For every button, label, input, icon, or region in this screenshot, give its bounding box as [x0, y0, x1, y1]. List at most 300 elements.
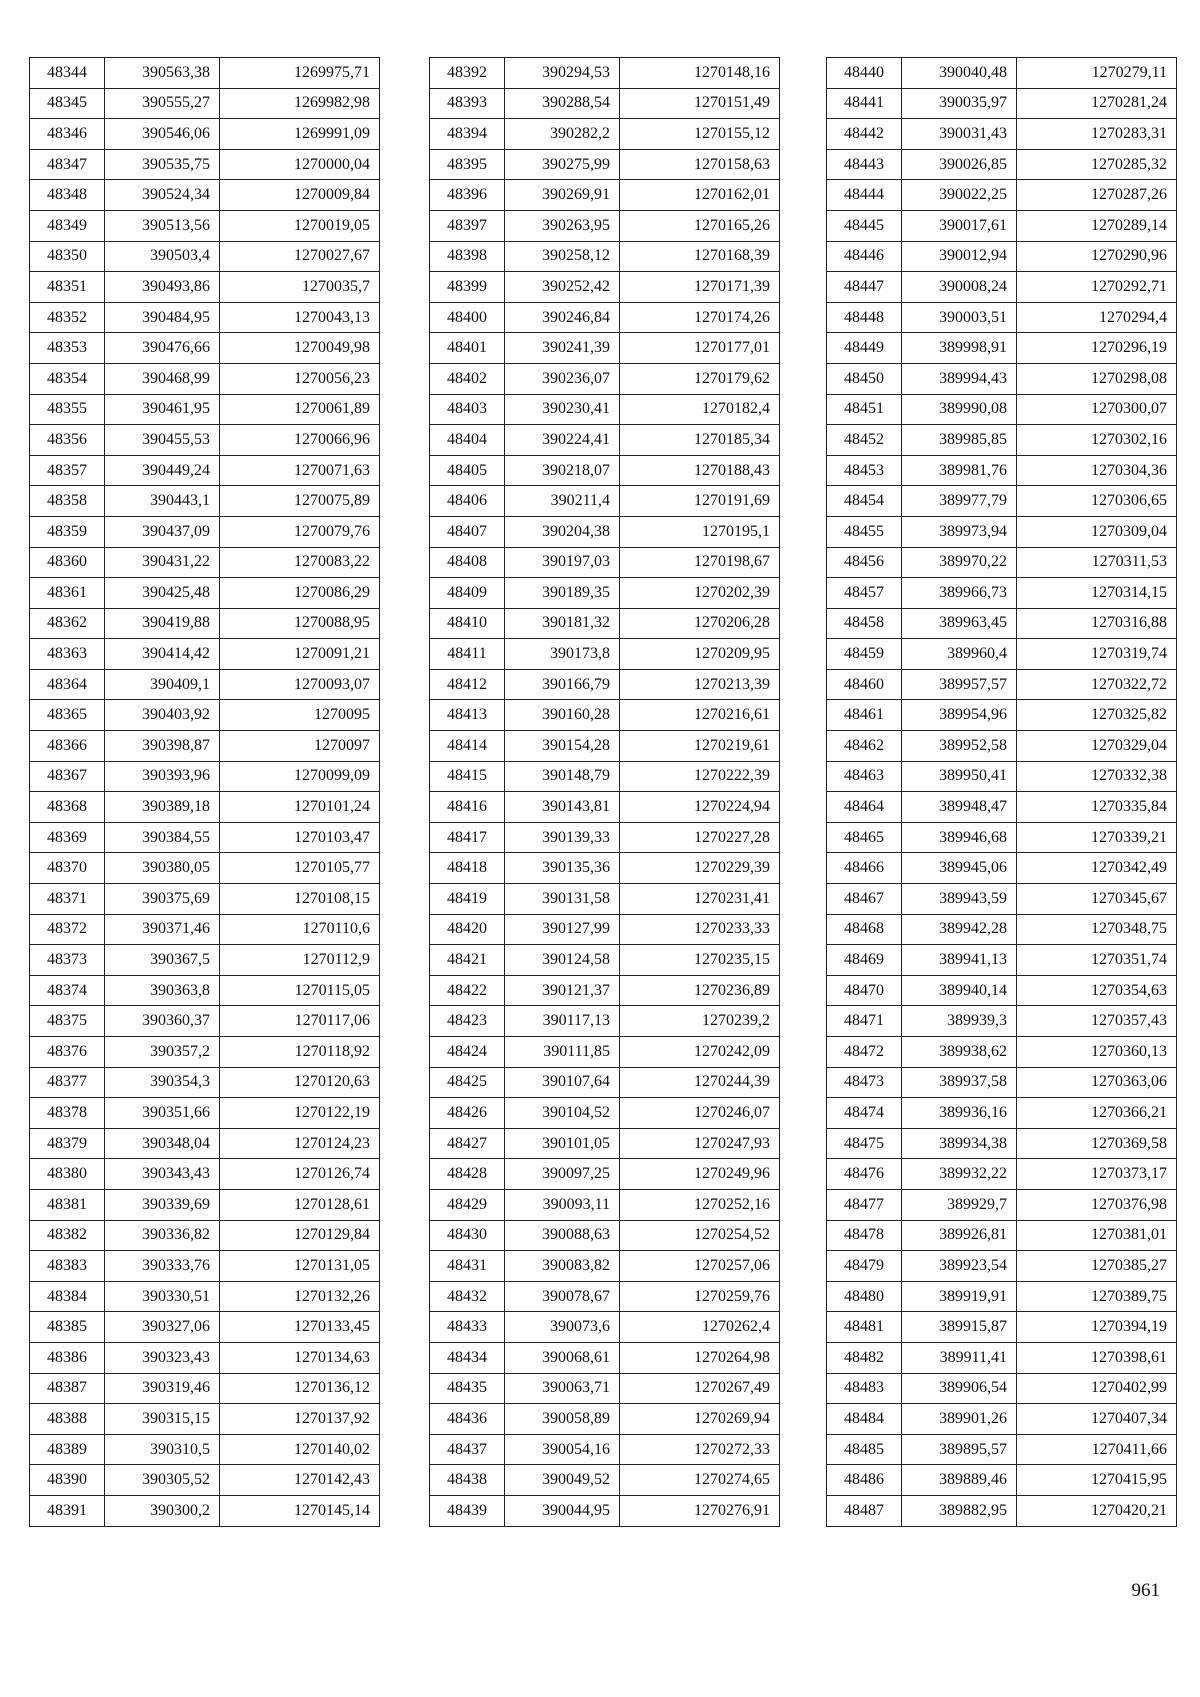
y-coordinate-cell: 1270302,16 — [1017, 425, 1177, 456]
y-coordinate-cell: 1270306,65 — [1017, 486, 1177, 517]
table-row — [430, 1220, 780, 1251]
table-row — [430, 1098, 780, 1129]
table-row — [30, 792, 380, 823]
y-coordinate-cell: 1270285,32 — [1017, 149, 1177, 180]
point-id-cell: 48397 — [430, 210, 505, 241]
point-id-cell: 48466 — [827, 853, 902, 884]
table-row — [827, 853, 1177, 884]
x-coordinate-cell: 390160,28 — [505, 700, 620, 731]
x-coordinate-cell: 389937,58 — [902, 1067, 1017, 1098]
point-id-cell: 48400 — [430, 302, 505, 333]
x-coordinate-cell: 389932,22 — [902, 1159, 1017, 1190]
point-id-cell: 48352 — [30, 302, 105, 333]
point-id-cell: 48465 — [827, 822, 902, 853]
table-row — [30, 1312, 380, 1343]
y-coordinate-cell: 1270129,84 — [220, 1220, 380, 1251]
x-coordinate-cell: 389945,06 — [902, 853, 1017, 884]
y-coordinate-cell: 1270354,63 — [1017, 975, 1177, 1006]
y-coordinate-cell: 1270300,07 — [1017, 394, 1177, 425]
point-id-cell: 48444 — [827, 180, 902, 211]
table-row — [30, 486, 380, 517]
x-coordinate-cell: 390104,52 — [505, 1098, 620, 1129]
point-id-cell: 48478 — [827, 1220, 902, 1251]
y-coordinate-cell: 1270049,98 — [220, 333, 380, 364]
table-row — [430, 761, 780, 792]
y-coordinate-cell: 1270145,14 — [220, 1495, 380, 1526]
table-row — [30, 914, 380, 945]
table-row — [430, 1495, 780, 1526]
x-coordinate-cell: 390269,91 — [505, 180, 620, 211]
point-id-cell: 48407 — [430, 516, 505, 547]
y-coordinate-cell: 1270294,4 — [1017, 302, 1177, 333]
table-row — [430, 1434, 780, 1465]
point-id-cell: 48410 — [430, 608, 505, 639]
y-coordinate-cell: 1270079,76 — [220, 516, 380, 547]
y-coordinate-cell: 1270151,49 — [620, 88, 780, 119]
table-row — [430, 425, 780, 456]
point-id-cell: 48458 — [827, 608, 902, 639]
table-row — [30, 241, 380, 272]
point-id-cell: 48439 — [430, 1495, 505, 1526]
point-id-cell: 48480 — [827, 1281, 902, 1312]
point-id-cell: 48373 — [30, 945, 105, 976]
y-coordinate-cell: 1270264,98 — [620, 1342, 780, 1373]
x-coordinate-cell: 390503,4 — [105, 241, 220, 272]
x-coordinate-cell: 390449,24 — [105, 455, 220, 486]
table-row — [827, 884, 1177, 915]
x-coordinate-cell: 389934,38 — [902, 1128, 1017, 1159]
y-coordinate-cell: 1270357,43 — [1017, 1006, 1177, 1037]
point-id-cell: 48362 — [30, 608, 105, 639]
y-coordinate-cell: 1270254,52 — [620, 1220, 780, 1251]
point-id-cell: 48420 — [430, 914, 505, 945]
table-row — [30, 700, 380, 731]
point-id-cell: 48479 — [827, 1251, 902, 1282]
table-row — [827, 241, 1177, 272]
x-coordinate-cell: 389954,96 — [902, 700, 1017, 731]
y-coordinate-cell: 1270381,01 — [1017, 1220, 1177, 1251]
x-coordinate-cell: 389963,45 — [902, 608, 1017, 639]
point-id-cell: 48461 — [827, 700, 902, 731]
point-id-cell: 48434 — [430, 1342, 505, 1373]
y-coordinate-cell: 1270290,96 — [1017, 241, 1177, 272]
point-id-cell: 48418 — [430, 853, 505, 884]
y-coordinate-cell: 1270056,23 — [220, 363, 380, 394]
y-coordinate-cell: 1270227,28 — [620, 822, 780, 853]
point-id-cell: 48372 — [30, 914, 105, 945]
x-coordinate-cell: 390083,82 — [505, 1251, 620, 1282]
x-coordinate-cell: 390354,3 — [105, 1067, 220, 1098]
x-coordinate-cell: 389936,16 — [902, 1098, 1017, 1129]
x-coordinate-cell: 390437,09 — [105, 516, 220, 547]
table-row — [827, 914, 1177, 945]
y-coordinate-cell: 1270385,27 — [1017, 1251, 1177, 1282]
point-id-cell: 48445 — [827, 210, 902, 241]
y-coordinate-cell: 1270118,92 — [220, 1037, 380, 1068]
point-id-cell: 48357 — [30, 455, 105, 486]
x-coordinate-cell: 390224,41 — [505, 425, 620, 456]
x-coordinate-cell: 390035,97 — [902, 88, 1017, 119]
x-coordinate-cell: 389938,62 — [902, 1037, 1017, 1068]
point-id-cell: 48379 — [30, 1128, 105, 1159]
y-coordinate-cell: 1270083,22 — [220, 547, 380, 578]
point-id-cell: 48378 — [30, 1098, 105, 1129]
table-row — [827, 88, 1177, 119]
x-coordinate-cell: 390166,79 — [505, 669, 620, 700]
table-row — [827, 1220, 1177, 1251]
x-coordinate-cell: 390336,82 — [105, 1220, 220, 1251]
table-row — [827, 761, 1177, 792]
point-id-cell: 48422 — [430, 975, 505, 1006]
y-coordinate-cell: 1270209,95 — [620, 639, 780, 670]
y-coordinate-cell: 1270168,39 — [620, 241, 780, 272]
x-coordinate-cell: 390218,07 — [505, 455, 620, 486]
table-row — [30, 669, 380, 700]
point-id-cell: 48355 — [30, 394, 105, 425]
table-row — [430, 975, 780, 1006]
table-row — [430, 853, 780, 884]
x-coordinate-cell: 389952,58 — [902, 731, 1017, 762]
table-row — [827, 302, 1177, 333]
y-coordinate-cell: 1270091,21 — [220, 639, 380, 670]
point-id-cell: 48351 — [30, 272, 105, 303]
table-row — [430, 272, 780, 303]
x-coordinate-cell: 389926,81 — [902, 1220, 1017, 1251]
point-id-cell: 48457 — [827, 578, 902, 609]
point-id-cell: 48474 — [827, 1098, 902, 1129]
y-coordinate-cell: 1270198,67 — [620, 547, 780, 578]
y-coordinate-cell: 1270329,04 — [1017, 731, 1177, 762]
table-row — [30, 761, 380, 792]
table-row — [30, 1465, 380, 1496]
table-row — [30, 302, 380, 333]
x-coordinate-cell: 390282,2 — [505, 119, 620, 150]
point-id-cell: 48454 — [827, 486, 902, 517]
point-id-cell: 48452 — [827, 425, 902, 456]
point-id-cell: 48401 — [430, 333, 505, 364]
table-row — [827, 1251, 1177, 1282]
x-coordinate-cell: 390535,75 — [105, 149, 220, 180]
x-coordinate-cell: 390431,22 — [105, 547, 220, 578]
x-coordinate-cell: 390327,06 — [105, 1312, 220, 1343]
table-row — [827, 669, 1177, 700]
y-coordinate-cell: 1270394,19 — [1017, 1312, 1177, 1343]
table-row — [30, 455, 380, 486]
table-row — [827, 792, 1177, 823]
x-coordinate-cell: 390375,69 — [105, 884, 220, 915]
point-id-cell: 48481 — [827, 1312, 902, 1343]
table-row — [30, 1404, 380, 1435]
y-coordinate-cell: 1270351,74 — [1017, 945, 1177, 976]
point-id-cell: 48388 — [30, 1404, 105, 1435]
table-row — [430, 119, 780, 150]
x-coordinate-cell: 390017,61 — [902, 210, 1017, 241]
x-coordinate-cell: 390419,88 — [105, 608, 220, 639]
y-coordinate-cell: 1270274,65 — [620, 1465, 780, 1496]
table-row — [827, 516, 1177, 547]
y-coordinate-cell: 1270287,26 — [1017, 180, 1177, 211]
point-id-cell: 48463 — [827, 761, 902, 792]
table-row — [827, 394, 1177, 425]
point-id-cell: 48417 — [430, 822, 505, 853]
x-coordinate-cell: 390143,81 — [505, 792, 620, 823]
y-coordinate-cell: 1270292,71 — [1017, 272, 1177, 303]
x-coordinate-cell: 389990,08 — [902, 394, 1017, 425]
table-row — [30, 547, 380, 578]
y-coordinate-cell: 1270363,06 — [1017, 1067, 1177, 1098]
x-coordinate-cell: 390117,13 — [505, 1006, 620, 1037]
table-row — [827, 1159, 1177, 1190]
table-row — [430, 149, 780, 180]
table-row — [430, 669, 780, 700]
table-row — [30, 425, 380, 456]
y-coordinate-cell: 1270267,49 — [620, 1373, 780, 1404]
point-id-cell: 48437 — [430, 1434, 505, 1465]
table-row — [430, 333, 780, 364]
x-coordinate-cell: 389948,47 — [902, 792, 1017, 823]
table-row — [827, 1189, 1177, 1220]
table-row — [827, 1098, 1177, 1129]
x-coordinate-cell: 390073,6 — [505, 1312, 620, 1343]
point-id-cell: 48356 — [30, 425, 105, 456]
table-row — [430, 547, 780, 578]
point-id-cell: 48430 — [430, 1220, 505, 1251]
y-coordinate-cell: 1270066,96 — [220, 425, 380, 456]
table-row — [827, 1465, 1177, 1496]
table-row — [827, 975, 1177, 1006]
table-row — [827, 119, 1177, 150]
x-coordinate-cell: 389942,28 — [902, 914, 1017, 945]
point-id-cell: 48416 — [430, 792, 505, 823]
point-id-cell: 48475 — [827, 1128, 902, 1159]
x-coordinate-cell: 390121,37 — [505, 975, 620, 1006]
table-row — [430, 639, 780, 670]
y-coordinate-cell: 1270177,01 — [620, 333, 780, 364]
x-coordinate-cell: 390310,5 — [105, 1434, 220, 1465]
point-id-cell: 48462 — [827, 731, 902, 762]
x-coordinate-cell: 390288,54 — [505, 88, 620, 119]
y-coordinate-cell: 1270402,99 — [1017, 1373, 1177, 1404]
table-row — [430, 302, 780, 333]
table-row — [827, 1495, 1177, 1526]
table-row — [827, 333, 1177, 364]
table-row — [430, 486, 780, 517]
y-coordinate-cell: 1270314,15 — [1017, 578, 1177, 609]
table-row — [827, 547, 1177, 578]
point-id-cell: 48471 — [827, 1006, 902, 1037]
x-coordinate-cell: 390181,32 — [505, 608, 620, 639]
x-coordinate-cell: 390197,03 — [505, 547, 620, 578]
table-row — [430, 394, 780, 425]
y-coordinate-cell: 1270289,14 — [1017, 210, 1177, 241]
y-coordinate-cell: 1270332,38 — [1017, 761, 1177, 792]
x-coordinate-cell: 389957,57 — [902, 669, 1017, 700]
table-row — [30, 516, 380, 547]
y-coordinate-cell: 1270140,02 — [220, 1434, 380, 1465]
x-coordinate-cell: 390054,16 — [505, 1434, 620, 1465]
table-row — [30, 58, 380, 89]
table-row — [430, 363, 780, 394]
point-id-cell: 48440 — [827, 58, 902, 89]
table-row — [30, 1128, 380, 1159]
y-coordinate-cell: 1269975,71 — [220, 58, 380, 89]
point-id-cell: 48368 — [30, 792, 105, 823]
x-coordinate-cell: 390189,35 — [505, 578, 620, 609]
table-row — [827, 1281, 1177, 1312]
y-coordinate-cell: 1270035,7 — [220, 272, 380, 303]
y-coordinate-cell: 1270009,84 — [220, 180, 380, 211]
x-coordinate-cell: 390563,38 — [105, 58, 220, 89]
y-coordinate-cell: 1270213,39 — [620, 669, 780, 700]
x-coordinate-cell: 390393,96 — [105, 761, 220, 792]
x-coordinate-cell: 390403,92 — [105, 700, 220, 731]
point-id-cell: 48442 — [827, 119, 902, 150]
table-row — [30, 1434, 380, 1465]
y-coordinate-cell: 1270373,17 — [1017, 1159, 1177, 1190]
table-row — [827, 822, 1177, 853]
table-row — [430, 1281, 780, 1312]
x-coordinate-cell: 390107,64 — [505, 1067, 620, 1098]
table-row — [430, 1251, 780, 1282]
x-coordinate-cell: 389943,59 — [902, 884, 1017, 915]
x-coordinate-cell: 390524,34 — [105, 180, 220, 211]
table-row — [430, 578, 780, 609]
x-coordinate-cell: 390008,24 — [902, 272, 1017, 303]
x-coordinate-cell: 389998,91 — [902, 333, 1017, 364]
y-coordinate-cell: 1270407,34 — [1017, 1404, 1177, 1435]
y-coordinate-cell: 1270133,45 — [220, 1312, 380, 1343]
x-coordinate-cell: 389911,41 — [902, 1342, 1017, 1373]
table-row — [30, 1495, 380, 1526]
table-row — [30, 945, 380, 976]
y-coordinate-cell: 1270319,74 — [1017, 639, 1177, 670]
x-coordinate-cell: 389985,85 — [902, 425, 1017, 456]
x-coordinate-cell: 390357,2 — [105, 1037, 220, 1068]
y-coordinate-cell: 1270027,67 — [220, 241, 380, 272]
x-coordinate-cell: 390414,42 — [105, 639, 220, 670]
x-coordinate-cell: 390425,48 — [105, 578, 220, 609]
point-id-cell: 48451 — [827, 394, 902, 425]
point-id-cell: 48375 — [30, 1006, 105, 1037]
x-coordinate-cell: 390258,12 — [505, 241, 620, 272]
x-coordinate-cell: 389960,4 — [902, 639, 1017, 670]
point-id-cell: 48428 — [430, 1159, 505, 1190]
x-coordinate-cell: 390330,51 — [105, 1281, 220, 1312]
point-id-cell: 48345 — [30, 88, 105, 119]
x-coordinate-cell: 390241,39 — [505, 333, 620, 364]
table-row — [827, 486, 1177, 517]
x-coordinate-cell: 390031,43 — [902, 119, 1017, 150]
table-row — [827, 731, 1177, 762]
x-coordinate-cell: 390236,07 — [505, 363, 620, 394]
y-coordinate-cell: 1270316,88 — [1017, 608, 1177, 639]
point-id-cell: 48409 — [430, 578, 505, 609]
table-row — [827, 455, 1177, 486]
table-row — [30, 1251, 380, 1282]
point-id-cell: 48435 — [430, 1373, 505, 1404]
point-id-cell: 48425 — [430, 1067, 505, 1098]
table-row — [827, 149, 1177, 180]
page-number: 961 — [1131, 1580, 1160, 1601]
table-row — [430, 1067, 780, 1098]
y-coordinate-cell: 1269982,98 — [220, 88, 380, 119]
table-row — [430, 884, 780, 915]
table-row — [30, 333, 380, 364]
point-id-cell: 48446 — [827, 241, 902, 272]
table-row — [30, 180, 380, 211]
y-coordinate-cell: 1270103,47 — [220, 822, 380, 853]
y-coordinate-cell: 1270259,76 — [620, 1281, 780, 1312]
x-coordinate-cell: 390246,84 — [505, 302, 620, 333]
table-row — [430, 88, 780, 119]
y-coordinate-cell: 1270236,89 — [620, 975, 780, 1006]
point-id-cell: 48394 — [430, 119, 505, 150]
table-row — [827, 578, 1177, 609]
table-row — [827, 180, 1177, 211]
y-coordinate-cell: 1270000,04 — [220, 149, 380, 180]
point-id-cell: 48419 — [430, 884, 505, 915]
y-coordinate-cell: 1270252,16 — [620, 1189, 780, 1220]
point-id-cell: 48387 — [30, 1373, 105, 1404]
point-id-cell: 48449 — [827, 333, 902, 364]
x-coordinate-cell: 389970,22 — [902, 547, 1017, 578]
y-coordinate-cell: 1270360,13 — [1017, 1037, 1177, 1068]
table-row — [430, 914, 780, 945]
point-id-cell: 48398 — [430, 241, 505, 272]
y-coordinate-cell: 1270088,95 — [220, 608, 380, 639]
x-coordinate-cell: 390398,87 — [105, 731, 220, 762]
y-coordinate-cell: 1270155,12 — [620, 119, 780, 150]
table-row — [30, 639, 380, 670]
table-row — [430, 516, 780, 547]
y-coordinate-cell: 1270296,19 — [1017, 333, 1177, 364]
table-row — [30, 88, 380, 119]
x-coordinate-cell: 390026,85 — [902, 149, 1017, 180]
table-row — [827, 210, 1177, 241]
x-coordinate-cell: 390371,46 — [105, 914, 220, 945]
x-coordinate-cell: 390044,95 — [505, 1495, 620, 1526]
point-id-cell: 48385 — [30, 1312, 105, 1343]
x-coordinate-cell: 390101,05 — [505, 1128, 620, 1159]
table-row — [30, 1373, 380, 1404]
x-coordinate-cell: 389923,54 — [902, 1251, 1017, 1282]
x-coordinate-cell: 389919,91 — [902, 1281, 1017, 1312]
x-coordinate-cell: 390443,1 — [105, 486, 220, 517]
table-row — [430, 792, 780, 823]
y-coordinate-cell: 1270247,93 — [620, 1128, 780, 1159]
x-coordinate-cell: 390012,94 — [902, 241, 1017, 272]
x-coordinate-cell: 390389,18 — [105, 792, 220, 823]
point-id-cell: 48390 — [30, 1465, 105, 1496]
point-id-cell: 48421 — [430, 945, 505, 976]
point-id-cell: 48384 — [30, 1281, 105, 1312]
y-coordinate-cell: 1270389,75 — [1017, 1281, 1177, 1312]
y-coordinate-cell: 1270179,62 — [620, 363, 780, 394]
y-coordinate-cell: 1270262,4 — [620, 1312, 780, 1343]
x-coordinate-cell: 390461,95 — [105, 394, 220, 425]
x-coordinate-cell: 390230,41 — [505, 394, 620, 425]
point-id-cell: 48406 — [430, 486, 505, 517]
table-row — [430, 241, 780, 272]
point-id-cell: 48482 — [827, 1342, 902, 1373]
x-coordinate-cell: 390173,8 — [505, 639, 620, 670]
x-coordinate-cell: 390348,04 — [105, 1128, 220, 1159]
table-row — [827, 1434, 1177, 1465]
y-coordinate-cell: 1270134,63 — [220, 1342, 380, 1373]
x-coordinate-cell: 389940,14 — [902, 975, 1017, 1006]
y-coordinate-cell: 1270398,61 — [1017, 1342, 1177, 1373]
x-coordinate-cell: 389882,95 — [902, 1495, 1017, 1526]
